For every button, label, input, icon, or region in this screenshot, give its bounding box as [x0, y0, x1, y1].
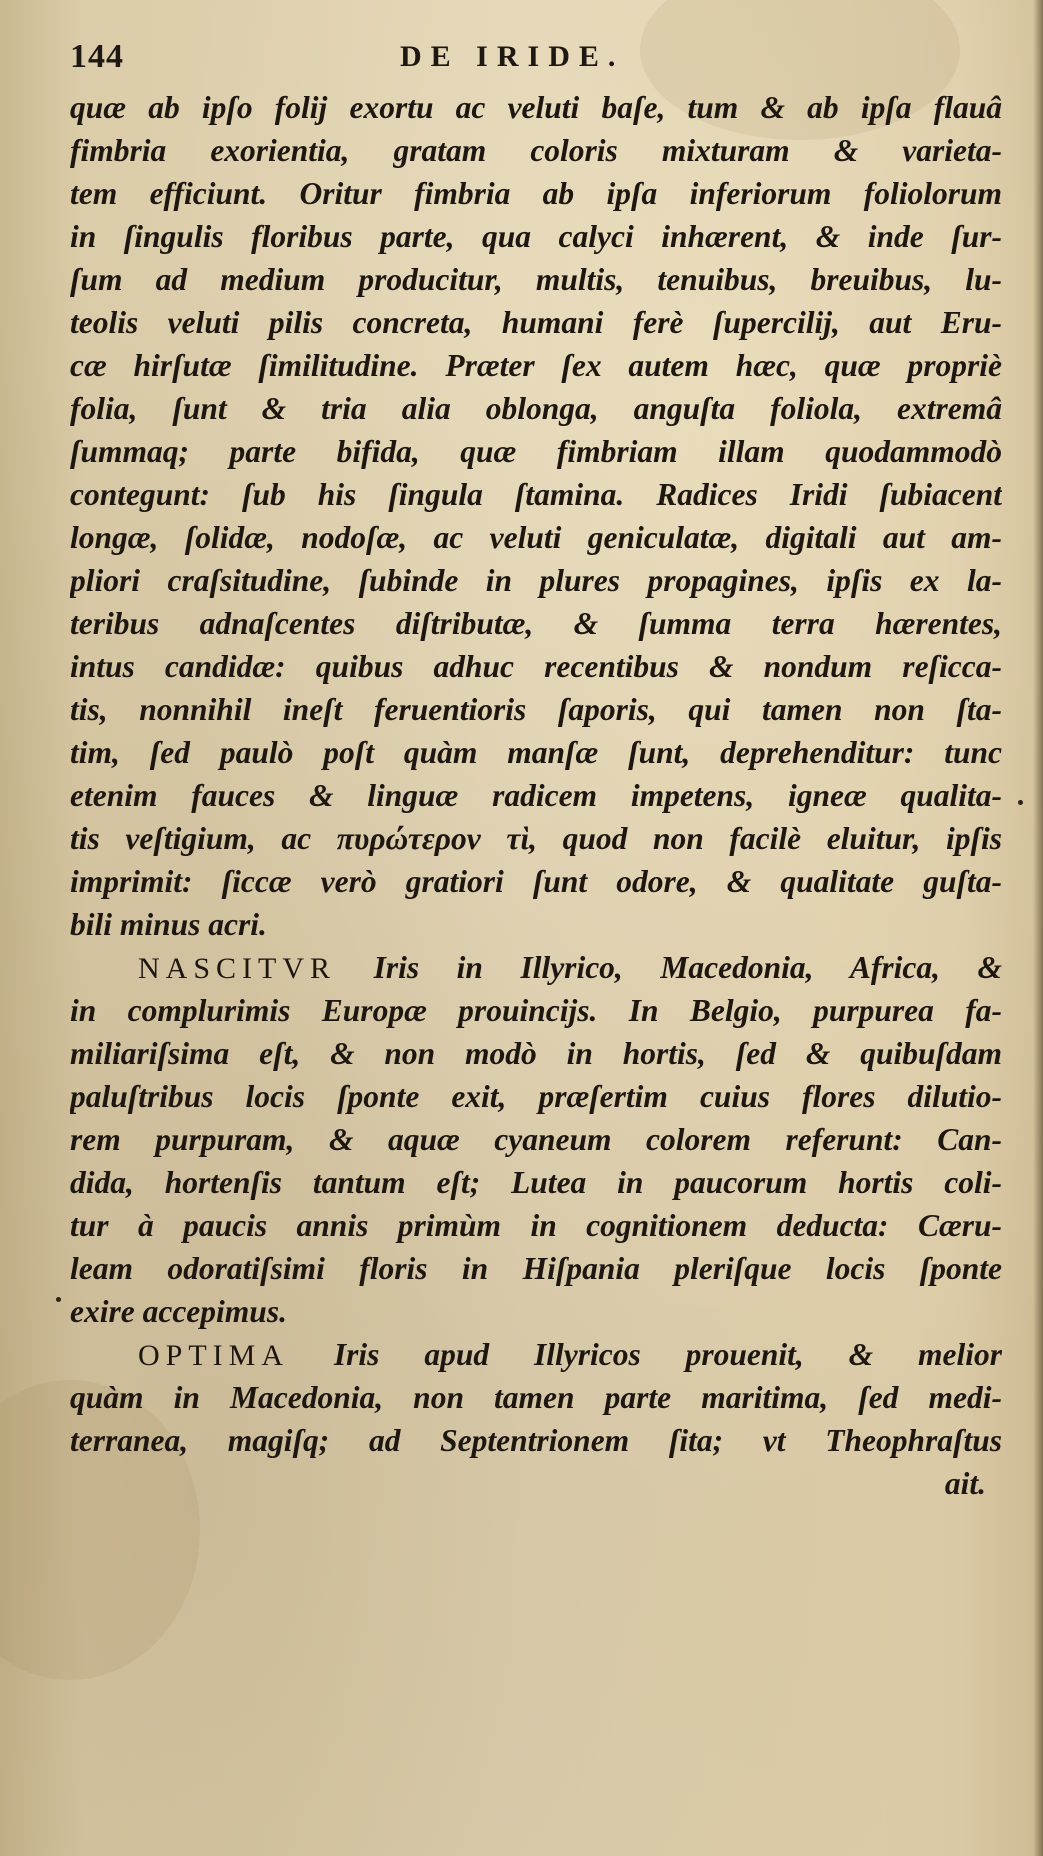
smallcaps-word: NASCITVR	[138, 952, 337, 985]
opening-text: Iris in Illyrico, Macedonia, Africa, &	[373, 950, 1002, 985]
text-line: tim, ſed paulò poſt quàm manſæ ſunt, deprehenditur: tunc	[70, 735, 1002, 770]
running-title: DE IRIDE.	[400, 40, 625, 73]
text-line: exire accepimus.	[70, 1294, 287, 1329]
text-line: teolis veluti pilis concreta, humani ferè ſupercilij, aut Eru-	[70, 305, 1002, 340]
smallcaps-word: OPTIMA	[138, 1339, 290, 1372]
text-line: etenim fauces & linguæ radicem impetens, igneæ qualita-	[70, 778, 1002, 813]
text-line: tur à paucis annis primùm in cognitionem deducta: Cæru-	[70, 1208, 1002, 1243]
text-line: ſummaq; parte bifida, quæ fimbriam illam quodammodò	[70, 434, 1002, 469]
body-text	[70, 86, 1002, 1505]
page-number: 144	[70, 38, 124, 75]
text-line: tis veſtigium, ac πυρώτερον τὶ, quod non facilè eluitur, ipſis	[70, 821, 1002, 856]
text-line: rem purpuram, & aquæ cyaneum colorem referunt: Can-	[70, 1122, 1002, 1157]
paragraph-opening	[70, 1333, 1002, 1376]
text-line: fimbria exorientia, gratam coloris mixturam & varieta-	[70, 133, 1002, 168]
text-line: tem efficiunt. Oritur fimbria ab ipſa inferiorum foliolorum	[70, 176, 1002, 211]
text-line: miliariſsima eſt, & non modò in hortis, ſed & quibuſdam	[70, 1036, 1002, 1071]
text-line: in ſingulis floribus parte, qua calyci inhærent, & inde ſur-	[70, 219, 1002, 254]
text-line: pliori craſsitudine, ſubinde in plures propagines, ipſis ex la-	[70, 563, 1002, 598]
text-line: in complurimis Europæ prouincijs. In Belgio, purpurea fa-	[70, 993, 1002, 1028]
text-line: imprimit: ſiccæ verò gratiori ſunt odore, & qualitate guſta-	[70, 864, 1002, 899]
text-line: tis, nonnihil ineſt feruentioris ſaporis, qui tamen non ſta-	[70, 692, 1002, 727]
running-head	[70, 38, 1010, 84]
catchword: ait.	[944, 1466, 986, 1501]
text-line: bili minus acri.	[70, 907, 267, 942]
text-line: teribus adnaſcentes diſtributæ, & ſumma terra hærentes,	[70, 606, 1002, 641]
text-line: contegunt: ſub his ſingula ſtamina. Radices Iridi ſubiacent	[70, 477, 1002, 512]
ink-speck	[1018, 800, 1023, 805]
ink-speck	[56, 1297, 61, 1302]
text-line: paluſtribus locis ſponte exit, præſertim cuius flores dilutio-	[70, 1079, 1002, 1114]
text-line: quæ ab ipſo folij exortu ac veluti baſe, tum & ab ipſa flauâ	[70, 90, 1002, 125]
paragraph-opening	[70, 946, 1002, 989]
text-line: folia, ſunt & tria alia oblonga, anguſta foliola, extremâ	[70, 391, 1002, 426]
page-edge-shadow	[1033, 0, 1043, 1856]
opening-text: Iris apud Illyricos prouenit, & melior	[333, 1337, 1002, 1372]
text-line: cæ hirſutæ ſimilitudine. Præter ſex autem hæc, quæ propriè	[70, 348, 1002, 383]
text-line: leam odoratiſsimi floris in Hiſpania pleriſque locis ſponte	[70, 1251, 1002, 1286]
text-line: intus candidæ: quibus adhuc recentibus & nondum reſicca-	[70, 649, 1002, 684]
text-line: terranea, magiſq; ad Septentrionem ſita; vt Theophraſtus	[70, 1423, 1002, 1458]
text-line: ſum ad medium producitur, multis, tenuibus, breuibus, lu-	[70, 262, 1002, 297]
text-line: longæ, ſolidæ, nodoſæ, ac veluti geniculatæ, digitali aut am-	[70, 520, 1002, 555]
text-line: quàm in Macedonia, non tamen parte maritima, ſed medi-	[70, 1380, 1002, 1415]
text-line: dida, hortenſis tantum eſt; Lutea in paucorum hortis coli-	[70, 1165, 1002, 1200]
